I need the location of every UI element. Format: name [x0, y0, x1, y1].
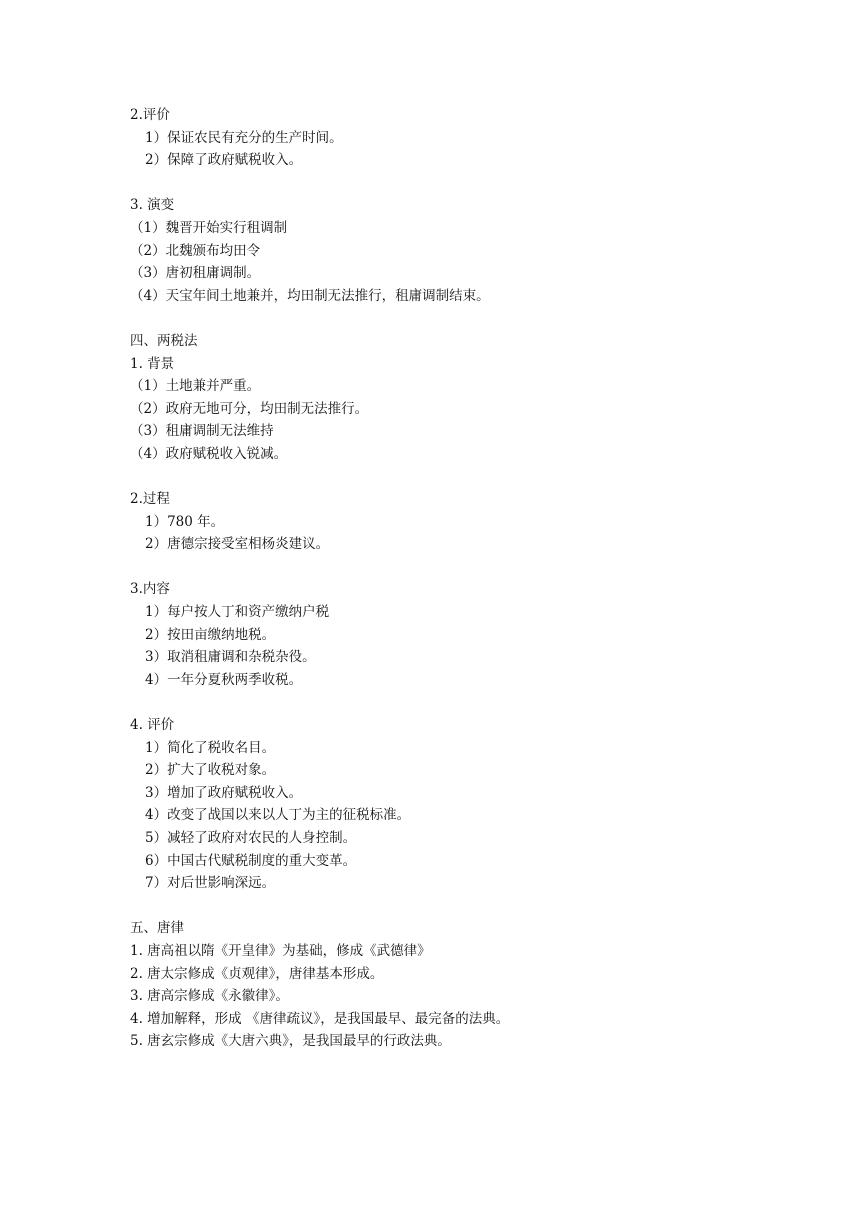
- list-item: （2）北魏颁布均田令: [130, 242, 261, 259]
- list-item: （1）土地兼并严重。: [130, 378, 261, 395]
- document-section: [130, 578, 750, 691]
- list-item: 1. 背景: [130, 355, 175, 372]
- list-item: 1）每户按人丁和资产缴纳户税: [145, 604, 330, 621]
- document-section: [130, 917, 750, 1053]
- list-item: 3）取消租庸调和杂税杂役。: [145, 649, 316, 666]
- document-section: [130, 104, 750, 172]
- section-heading: 四、两税法: [130, 332, 198, 349]
- list-item: 2）保障了政府赋税收入。: [145, 152, 303, 169]
- list-item: 1）780 年。: [145, 513, 225, 530]
- list-item: 5. 唐玄宗修成《大唐六典》，是我国最早的行政法典。: [130, 1033, 451, 1050]
- list-item: 1. 唐高祖以隋《开皇律》为基础，修成《武德律》: [130, 942, 431, 959]
- document-section: [130, 714, 750, 895]
- list-item: （3）租庸调制无法维持: [130, 423, 274, 440]
- list-item: 3. 唐高宗修成《永徽律》。: [130, 988, 289, 1005]
- list-item: 2. 唐太宗修成《贞观律》，唐律基本形成。: [130, 965, 384, 982]
- list-item: 4. 增加解释，形成 《唐律疏议》，是我国最早、最完备的法典。: [130, 1010, 510, 1027]
- list-item: 5）减轻了政府对农民的人身控制。: [145, 830, 357, 846]
- list-item: 4）改变了战国以来以人丁为主的征税标准。: [145, 807, 411, 824]
- list-item: 7）对后世影响深远。: [145, 875, 276, 892]
- section-heading: 3.内容: [130, 581, 170, 598]
- list-item: 4）一年分夏秋两季收税。: [145, 671, 303, 688]
- list-item: （1）魏晋开始实行租调制: [130, 219, 288, 236]
- list-item: （4）天宝年间土地兼并，均田制无法推行，租庸调制结束。: [130, 287, 490, 304]
- section-heading: 2.评价: [130, 107, 170, 123]
- section-heading: 4. 评价: [130, 717, 175, 734]
- list-item: 1）保证农民有充分的生产时间。: [145, 129, 343, 146]
- list-item: 2）按田亩缴纳地税。: [145, 626, 276, 643]
- list-item: 6）中国古代赋税制度的重大变革。: [145, 852, 357, 869]
- section-heading: 五、唐律: [130, 920, 184, 937]
- list-item: 2）扩大了收税对象。: [145, 762, 276, 779]
- section-heading: 2.过程: [130, 491, 170, 508]
- document-section: [130, 330, 750, 466]
- list-item: 3）增加了政府赋税收入。: [145, 784, 303, 801]
- list-item: （2）政府无地可分，均田制无法推行。: [130, 400, 369, 417]
- list-item: （3）唐初租庸调制。: [130, 265, 261, 282]
- document-page: [130, 104, 750, 1076]
- list-item: 2）唐德宗接受室相杨炎建议。: [145, 536, 330, 553]
- list-item: 1）简化了税收名目。: [145, 739, 276, 756]
- document-section: [130, 194, 750, 307]
- list-item: （4）政府赋税收入锐减。: [130, 445, 288, 462]
- document-section: [130, 488, 750, 556]
- section-heading: 3. 演变: [130, 197, 175, 214]
